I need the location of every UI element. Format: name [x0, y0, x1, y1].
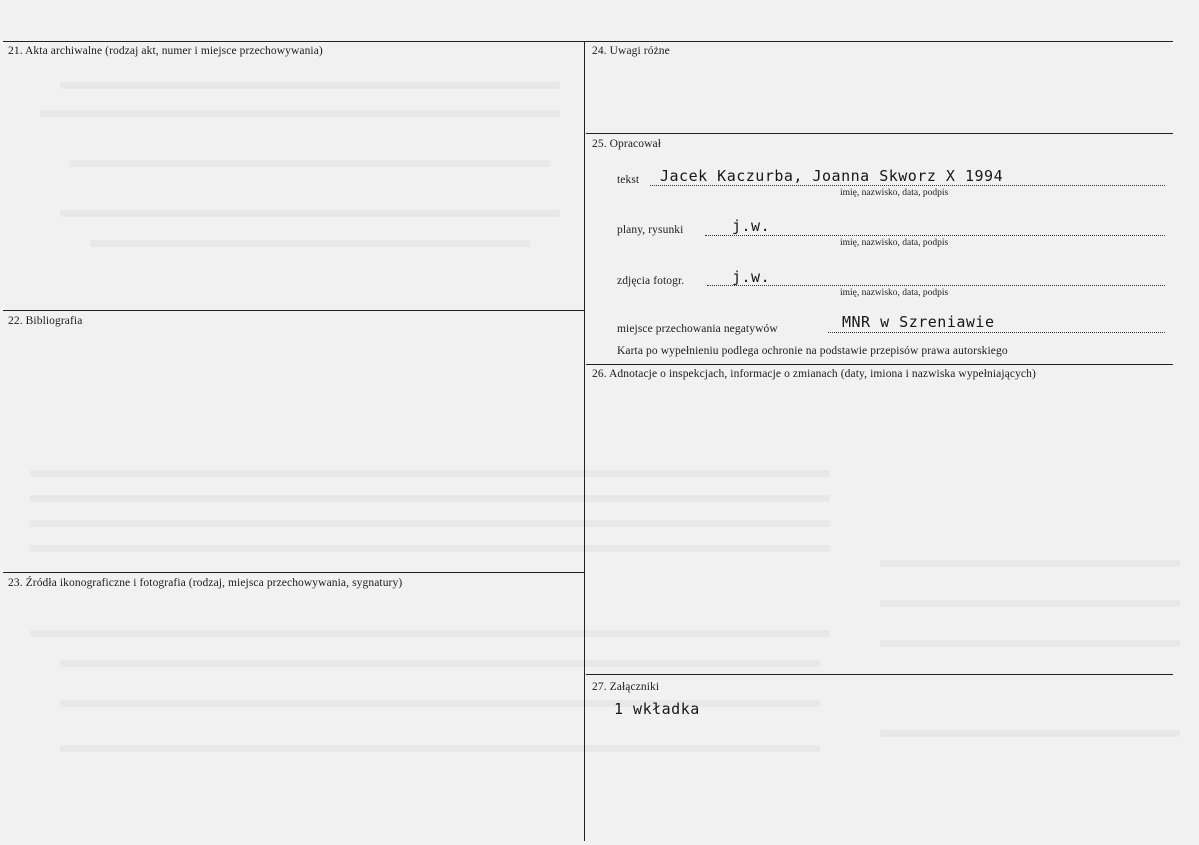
negatywy-label: miejsce przechowania negatywów: [617, 323, 778, 335]
zdjecia-dotted-line: [707, 285, 1165, 286]
top-border: [3, 41, 1173, 42]
divider-26-27: [586, 674, 1173, 675]
zalaczniki-value: 1 wkładka: [614, 700, 700, 718]
divider-25-26: [586, 364, 1173, 365]
negatywy-value: MNR w Szreniawie: [842, 313, 995, 331]
divider-24-25: [586, 133, 1173, 134]
section-26-label: 26. Adnotacje o inspekcjach, informacje o zmianach (daty, imiona i nazwiska wypełniających): [592, 368, 1036, 380]
plany-dotted-line: [705, 235, 1165, 236]
tekst-label: tekst: [617, 174, 640, 186]
plany-value: j.w.: [732, 217, 771, 235]
divider-21-22: [3, 310, 584, 311]
zdjecia-caption: imię, nazwisko, data, podpis: [840, 288, 949, 298]
zdjecia-value: j.w.: [732, 268, 771, 286]
tekst-dotted-line: [650, 185, 1165, 186]
copyright-note: Karta po wypełnieniu podlega ochronie na podstawie przepisów prawa autorskiego: [617, 345, 1008, 357]
section-24-label: 24. Uwagi różne: [592, 45, 670, 57]
section-23-label: 23. Źródła ikonograficzne i fotografia (rodzaj, miejsca przechowywania, sygnatury): [8, 577, 403, 589]
section-22-label: 22. Bibliografia: [8, 315, 83, 327]
section-27-label: 27. Załączniki: [592, 681, 660, 693]
plany-caption: imię, nazwisko, data, podpis: [840, 238, 949, 248]
section-25-label: 25. Opracował: [592, 138, 661, 150]
divider-22-23: [3, 572, 584, 573]
zdjecia-label: zdjęcia fotogr.: [617, 275, 685, 287]
tekst-caption: imię, nazwisko, data, podpis: [840, 188, 949, 198]
center-divider: [584, 41, 585, 841]
section-21-label: 21. Akta archiwalne (rodzaj akt, numer i miejsce przechowywania): [8, 45, 323, 57]
tekst-value: Jacek Kaczurba, Joanna Skworz X 1994: [660, 167, 1004, 185]
plany-label: plany, rysunki: [617, 224, 684, 236]
negatywy-dotted-line: [828, 332, 1165, 333]
